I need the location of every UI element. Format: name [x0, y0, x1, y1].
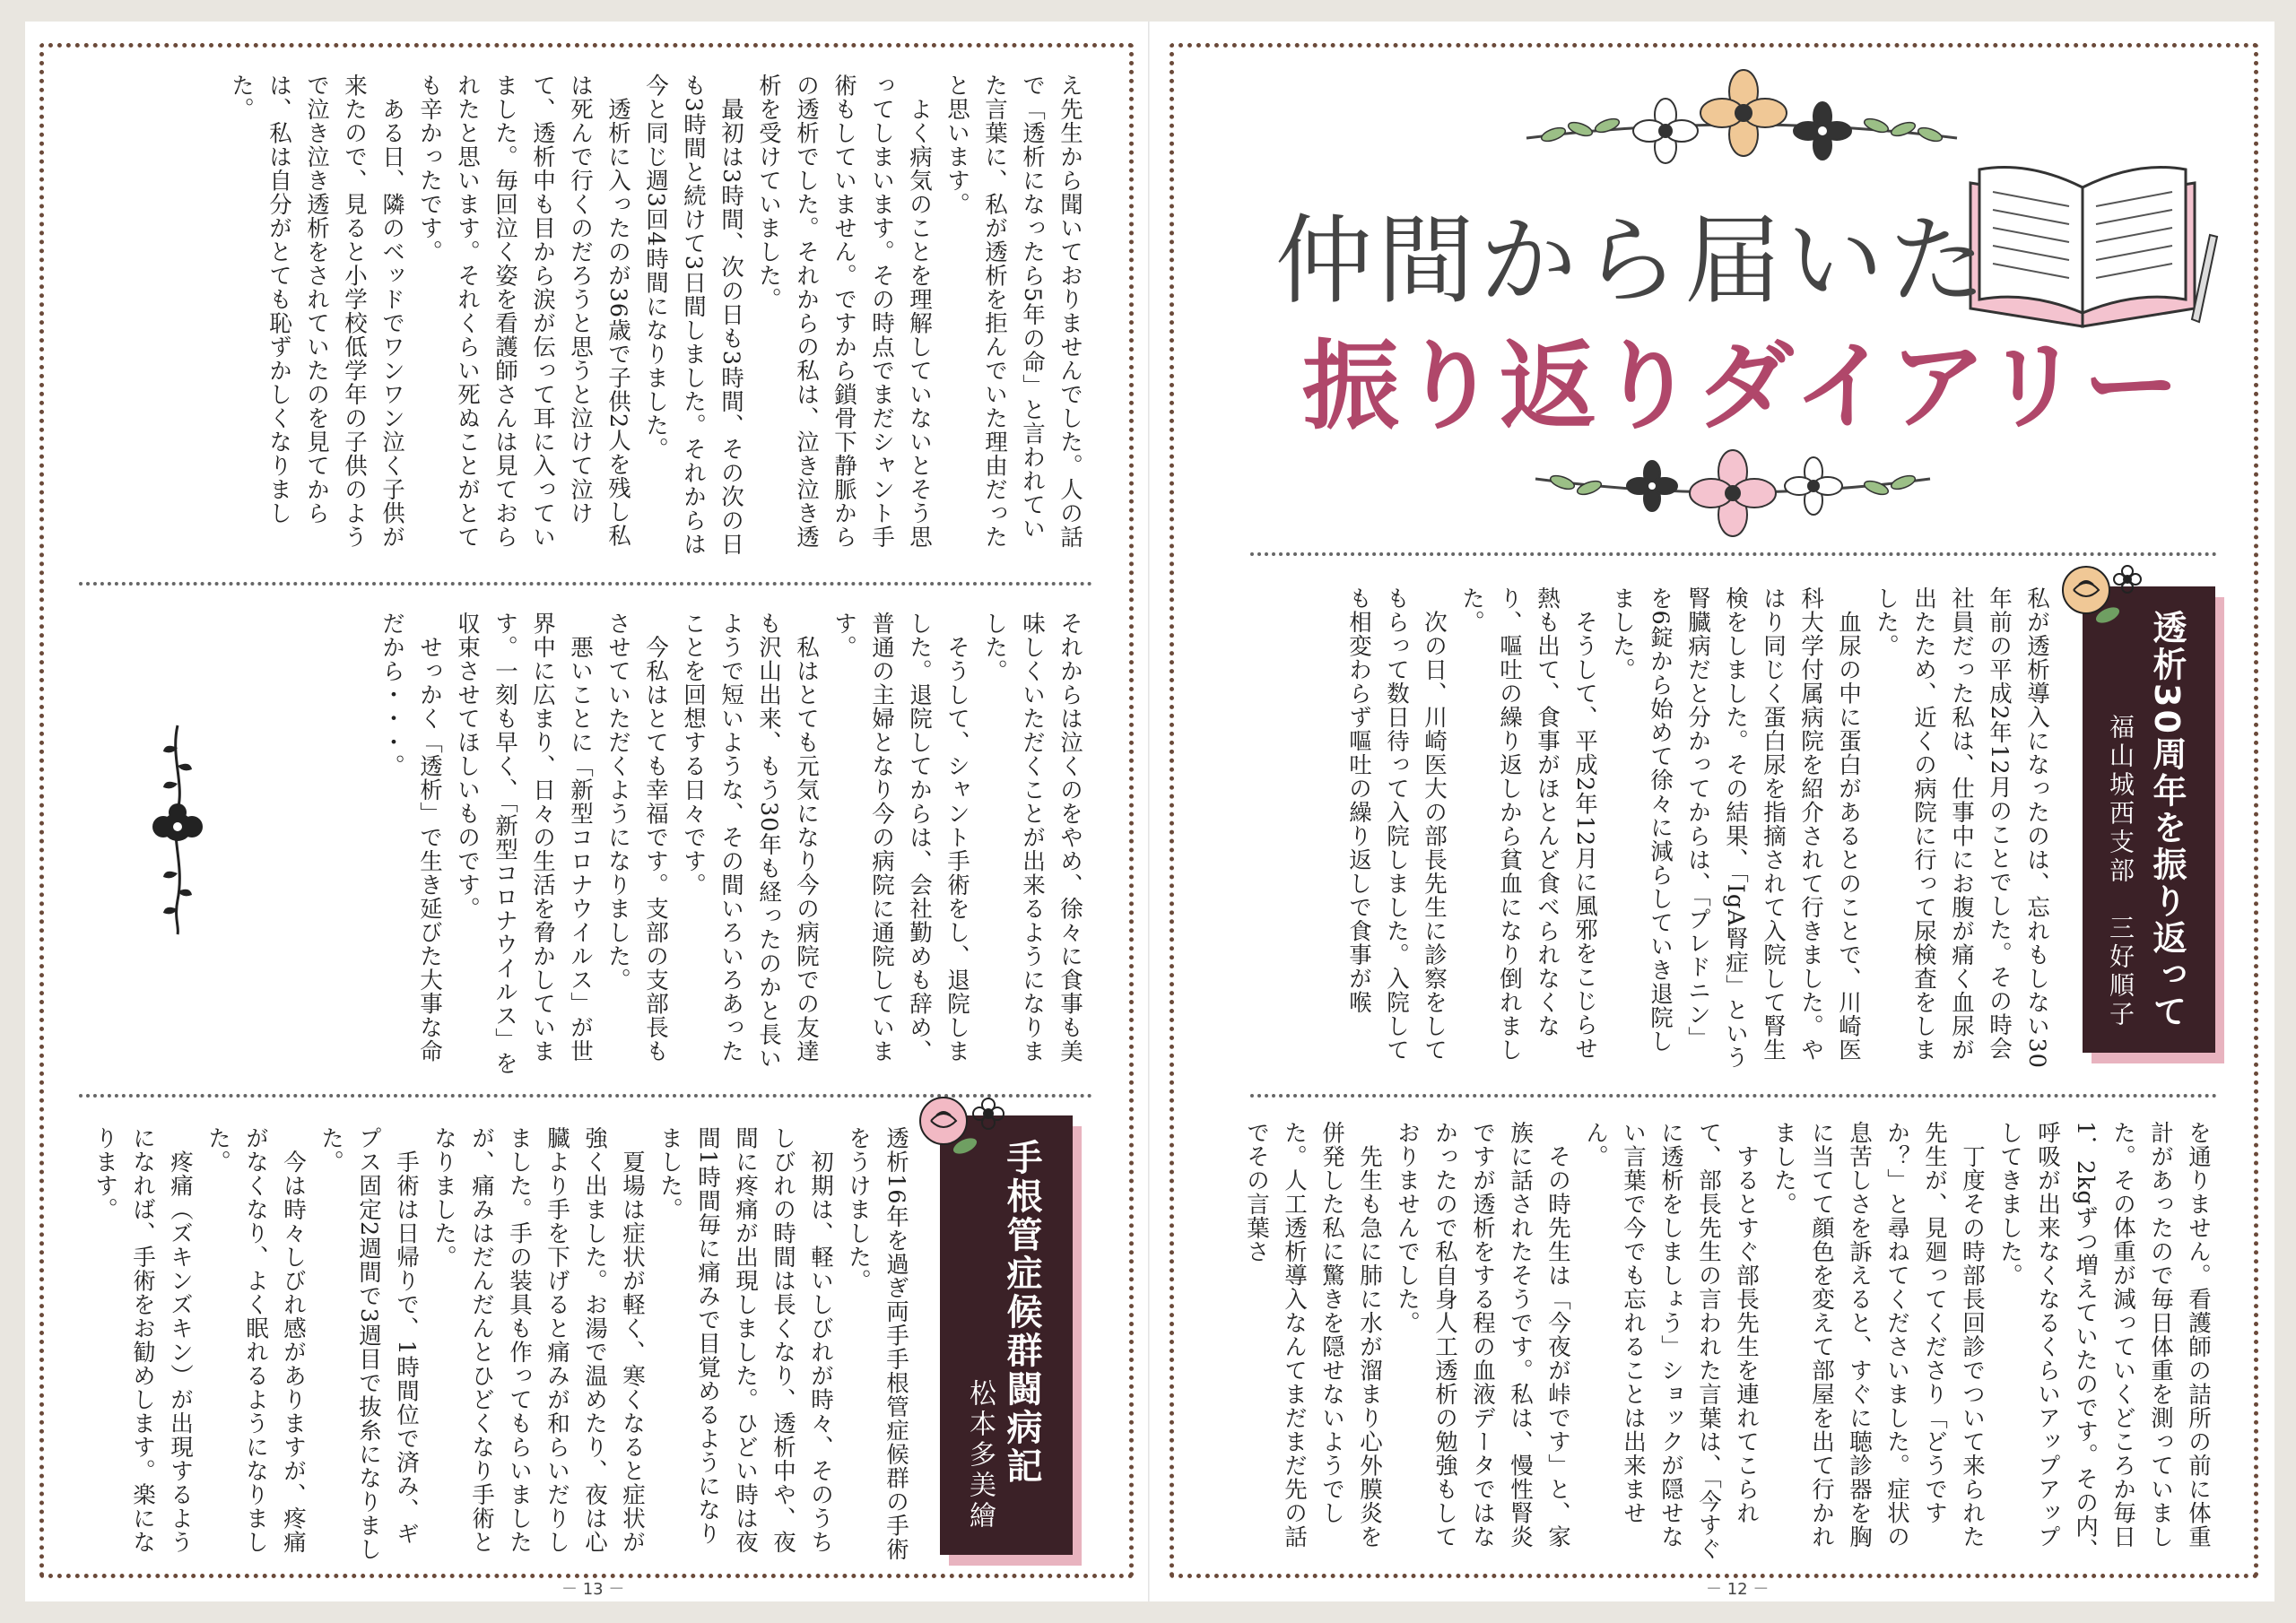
article1-column-2: を通りません。看護師の詰所の前に体重計があったので毎日体重を測っていました。その体重が減っていくどころか毎日1．2kgずつ増えていたのです。その内、呼吸が出来なくなるくらいアップアップしてきました。 丁度その時部長回診でついて来られた先生が、見廻ってくださり「どうですか？」と尋ねてくださいました。症状の息苦しさを訴えると、すぐに聴診器を胸に当てて顔色を変えて部屋を出て行かれました。 するとすぐ部長先生を連れてこられて、部長先生の言われた言葉は、「今すぐに透析をしましょう」ショックが隠せない言葉で今でも忘れることは出来ません。 その時先生は「今夜が峠です」と、家族に話されたそうです。私は、慢性腎炎ですが透析をする程の血液データではなかったので私自身人工透析の勉強もしておりませんでした。 先生も急に肺に水が溜まり心外膜炎を併発した私に驚きを隠せないようでした。人工透析導入なんてまだまだ先の話でその言葉さ [1243, 1121, 2212, 1563]
open-book-icon [1957, 147, 2226, 335]
page-number-12: － 12 － [1706, 1580, 1770, 1599]
article1-title-box [2083, 586, 2215, 1053]
floral-garland-top-icon [1509, 66, 1975, 183]
page-12 [1150, 22, 2274, 1601]
article2-title: 手根管症候群闘病記 [1001, 1139, 1042, 1486]
page-number-13: － 13 － [561, 1580, 625, 1599]
heading-line-1: 仲間から届いた [1275, 205, 1992, 317]
floral-garland-bottom-icon [1518, 443, 1948, 542]
floral-vine-ornament [151, 721, 204, 936]
article1-column-3: え先生から聞いておりませんでした。人の話で「透析になったら5年の命」と言われていた言葉に、私が透析を拒んでいた理由だったと思います。 よく病気のことを理解していないとそう思ってしまいます。その時点でまだシャント手術もしていません。ですから鎖骨下静脈からの透析でした。それからの私は、泣き泣き透析を受けていました。 最初は3時間、次の日も3時間、その次の日も3時間と続けて3日間しました。それからは今と同じ週3回4時間になりました。 透析に入ったのが36歳で子供2人を残し私は死んで行くのだろうと思うと泣けて泣けて、透析中も目から涙が伝って耳に入っていました。毎回泣く姿を看護師さんは見ておられたと思います。それくらい死ぬことがとても辛かったです。 ある日、隣のベッドでワンワン泣く子供が来たので、見ると小学校低学年の子供のようで泣き泣き透析をされていたのを見てからは、私は自分がとても恥ずかしくなりました。 [228, 74, 1083, 556]
rose-flower-icon [2056, 560, 2145, 631]
rose-flower-icon [913, 1090, 1012, 1162]
article2-body: 透析16年を過ぎ両手手根管症候群の手術をうけました。 初期は、軽いしびれが時々、そのうちしびれの時間は長くなり、透析中や、夜間に疼痛が出現しました。ひどい時は夜間1時間毎に痛みで目覚めるようになりました。 夏場は症状が軽く、寒くなると症状が強く出ました。お湯で温めたり、夜は心臓より手を下げると痛みが和らいだりしました。手の装具も作ってもらいましたが、痛みはだんだんとひどくなり手術となりました。 手術は日帰りで、1時間位で済み、ギプス固定2週間で3週目で抜糸になりました。 今は時々しびれ感がありますが、疼痛がなくなり、よく眠れるようになりました。 疼痛（ズキンズキン）が出現するようになれば、手術をお勧めします。楽になります。 [91, 1126, 909, 1561]
magazine-spread [25, 22, 2274, 1601]
article1-author: 福山城西支部 三好順子 [2106, 714, 2135, 1029]
article2-title-box [940, 1115, 1073, 1555]
article1-column-1: 私が透析導入になったのは、忘れもしない30年前の平成2年12月のことでした。その時会社員だった私は、仕事中にお腹が痛く血尿が出たため、近くの病院に行って尿検査をしました。 血尿の中に蛋白があるとのことで、川崎医科大学付属病院を紹介されて行きました。やはり同じく蛋白尿を指摘されて入院して腎生検をしました。その結果、「IgA腎症」という腎臓病だと分かってからは、「プレドニン」を6錠から始めて徐々に減らしていき退院しました。 そうして、平成2年12月に風邪をこじらせ熱も出て、食事がほとんど食べられなくなり、嘔吐の繰り返しから貧血になり倒れました。 次の日、川崎医大の部長先生に診察をしてもらって数日待って入院しました。入院しても相変わらず嘔吐の繰り返しで食事が喉 [1345, 586, 2050, 1070]
heading-line-2: 振り返りダイアリー [1302, 331, 2182, 443]
article2-author: 松本多美繪 [964, 1379, 996, 1532]
article1-column-4: それからは泣くのをやめ、徐々に食事も美味しくいただくことが出来るようになりました。 そうして、シャント手術をし、退院しました。退院してからは、会社勤めも辞め、普通の主婦となり今の病院に通院しています。 私はとても元気になり今の病院での友達も沢山出来、もう30年も経ったのかと長いようで短いような、その間いろいろあったことを回想する日々です。 今私はとても幸福です。支部の支部長もさせていただくようになりました。 悪いことに「新型コロナウイルス」が世界中に広まり、日々の生活を脅かしています。一刻も早く、「新型コロナウイルス」を収束させてほしいものです。 せっかく「透析」で生き延びた大事な命だから・・・。 [378, 612, 1083, 1076]
section-divider [1250, 1094, 2217, 1098]
page-13 [25, 22, 1150, 1601]
article1-title: 透析30周年を振り返って [2147, 610, 2187, 1030]
section-divider [79, 582, 1092, 586]
section-divider [1250, 552, 2217, 556]
